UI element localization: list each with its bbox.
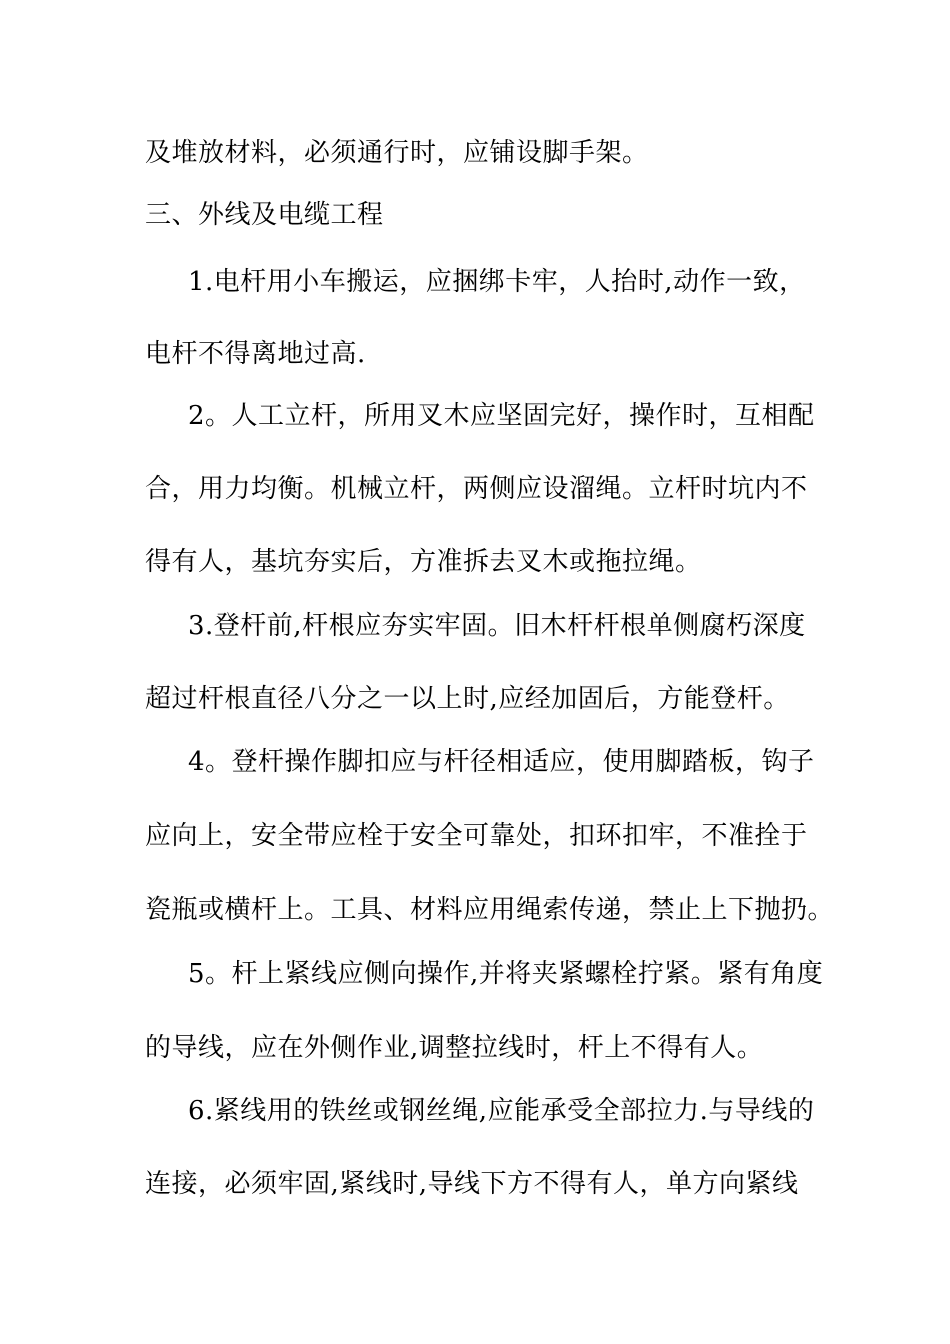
section-heading: 三、外线及电缆工程: [145, 200, 384, 230]
item-6-line-1: 6.紧线用的铁丝或钢丝绳,应能承受全部拉力.与导线的: [188, 1096, 815, 1126]
item-1-line-1: 1.电杆用小车搬运，应捆绑卡牢，人抬时,动作一致，: [188, 267, 806, 297]
item-2-line-3: 得有人，基坑夯实后，方准拆去叉木或拖拉绳。: [145, 547, 702, 577]
item-5-line-2: 的导线，应在外侧作业,调整拉线时，杆上不得有人。: [145, 1033, 764, 1063]
item-2-line-2: 合，用力均衡。机械立杆，两侧应设溜绳。立杆时坑内不: [145, 474, 808, 504]
item-4-line-3: 瓷瓶或横杆上。工具、材料应用绳索传递，禁止上下抛扔。: [145, 895, 835, 925]
item-2-line-1: 2。人工立杆，所用叉木应坚固完好，操作时，互相配: [188, 401, 815, 431]
item-6-line-2: 连接，必须牢固,紧线时,导线下方不得有人，单方向紧线: [145, 1169, 799, 1199]
item-1-line-2: 电杆不得离地过高.: [145, 339, 366, 369]
item-3-line-2: 超过杆根直径八分之一以上时,应经加固后，方能登杆。: [145, 684, 790, 714]
item-4-line-1: 4。登杆操作脚扣应与杆径相适应，使用脚踏板，钩子: [188, 747, 815, 777]
item-4-line-2: 应向上，安全带应栓于安全可靠处，扣环扣牢，不准拴于: [145, 821, 808, 851]
item-3-line-1: 3.登杆前,杆根应夯实牢固。旧木杆杆根单侧腐朽深度: [188, 611, 806, 641]
text-line-continuation: 及堆放材料，必须通行时，应铺设脚手架。: [145, 138, 649, 168]
item-5-line-1: 5。杆上紧线应侧向操作,并将夹紧螺栓拧紧。紧有角度: [188, 959, 824, 989]
